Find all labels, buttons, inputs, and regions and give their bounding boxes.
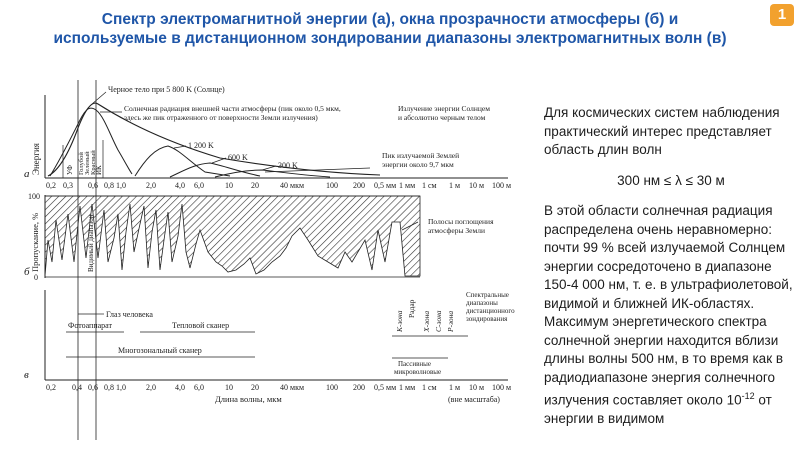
- tick-label: 40 мкм: [280, 383, 305, 392]
- label-earth-peak-2: энергии около 9,7 мкм: [382, 160, 454, 169]
- tick-label: 10: [225, 383, 233, 392]
- energy-axis-label: Энергия: [31, 143, 41, 175]
- tick-label: 6,0: [194, 383, 204, 392]
- tick-label: 4,0: [175, 181, 185, 190]
- tick-label: 10 м: [469, 181, 485, 190]
- thermal-scanner-label: Тепловой сканер: [172, 321, 230, 330]
- tick-label: 1 см: [422, 181, 437, 190]
- tick-label: 2,0: [146, 383, 156, 392]
- tick-label: 200: [353, 181, 365, 190]
- human-eye-label: Глаз человека: [106, 310, 153, 319]
- tick-label: 20: [251, 383, 259, 392]
- out-of-scale-label: (вне масштаба): [448, 395, 500, 404]
- radar-band-radar: Радар: [407, 299, 416, 318]
- panel-label-b: б: [24, 266, 30, 278]
- tick-label: 4,0: [175, 383, 185, 392]
- tick-label: 0,4: [72, 383, 82, 392]
- spectral-note-line: Спектральные: [466, 291, 509, 299]
- tick-label: 2,0: [146, 181, 156, 190]
- multispectral-label: Многозональный сканер: [118, 346, 202, 355]
- tick-label: 0,8: [104, 383, 114, 392]
- band-label-blue: Голубой: [78, 152, 85, 175]
- tick-label: 100 м: [492, 181, 512, 190]
- spectral-note-line: зондирования: [466, 315, 508, 323]
- absorption-label-1: Полосы поглощения: [428, 217, 494, 226]
- tick-label: 10: [225, 181, 233, 190]
- panel-label-c: в: [24, 369, 29, 381]
- title-line-2: используемые в дистанционном зондировании диапазоны электромагнитных волн (в): [53, 30, 727, 47]
- title-line-1: Спектр электромагнитной энергии (а), окна прозрачности атмосферы (б) и: [101, 11, 679, 28]
- spectral-note-line: дистанционного: [466, 307, 515, 315]
- wavelength-axis-label: Длина волны, мкм: [215, 394, 282, 404]
- tick-label: 0,6: [88, 383, 98, 392]
- spectral-note: [466, 291, 515, 323]
- band-label-green: Зеленый: [84, 151, 91, 175]
- tick-label: 40 мкм: [280, 181, 305, 190]
- transmission-tick-0: 0: [34, 273, 38, 282]
- info-paragraph-2-text: В этой области солнечная радиация распределена очень неравномерно: почти 99 % всей излучаемой Солнцем энергии сосредоточено в диапазоне 150-4 000 нм, т. е. в ультрафиолетовой, видимой и ближней ИК-областях. Максимум энергетического спектра солнечной энергии находится вблизи длины волны 500 нм, в то время как в радиодиапазоне энергия солнечного излучения составляет около 10: [544, 203, 793, 408]
- tick-label: 1,0: [116, 181, 126, 190]
- tick-label: 0,2: [46, 181, 56, 190]
- label-sun-bb-1: Излучение энергии Солнцем: [398, 104, 490, 113]
- radar-band-x: Х-зона: [422, 310, 431, 332]
- radar-band-p: Р-зона: [446, 310, 455, 332]
- absorption-label-2: атмосферы Земли: [428, 226, 485, 235]
- label-earth-peak-1: Пик излучаемой Землей: [382, 151, 460, 160]
- leader-1200k: [174, 146, 186, 148]
- wavelength-formula: 300 нм ≤ λ ≤ 30 м: [617, 172, 725, 188]
- leader-black-body: [92, 92, 106, 104]
- tick-label: 0,2: [46, 383, 56, 392]
- band-label-ir: ИК: [95, 165, 103, 175]
- tick-label: 0,8: [104, 181, 114, 190]
- scale-ticks-bottom: [46, 383, 511, 392]
- band-label-uv: УФ: [66, 165, 74, 175]
- exponent: -12: [741, 391, 755, 401]
- camera-label: Фотоаппарат: [68, 321, 113, 330]
- tick-label: 0,5 мм: [374, 383, 397, 392]
- label-solar-outer-2: здесь же пик отраженного от поверхности Земли излучения): [124, 113, 318, 122]
- tick-label: 6,0: [194, 181, 204, 190]
- info-paragraph-1: Для космических систем наблюдения практический интерес представляет область длин волн: [544, 105, 780, 157]
- info-text: [544, 104, 798, 429]
- label-sun-bb-2: и абсолютно черным телом: [398, 113, 486, 122]
- scale-ticks-top: [46, 181, 511, 190]
- band-label-red: Красный: [90, 150, 97, 175]
- tick-label: 1 см: [422, 383, 437, 392]
- info-paragraph-2-end: от энергии в видимом: [544, 392, 772, 426]
- tick-label: 100 м: [492, 383, 512, 392]
- passive-label-2: микроволновые: [394, 368, 442, 376]
- tick-label: 1 мм: [399, 181, 416, 190]
- tick-label: 0,3: [63, 181, 73, 190]
- label-solar-outer-1: Солнечная радиация внешней части атмосферы (пик около 0,5 мкм,: [124, 104, 341, 113]
- label-1200k: 1 200 K: [188, 141, 214, 150]
- label-black-body-sun: Черное тело при 5 800 K (Солнце): [108, 85, 225, 94]
- tick-label: 10 м: [469, 383, 485, 392]
- curve-300k: [215, 170, 330, 177]
- label-300k: 300 K: [278, 161, 298, 170]
- passive-label-1: Пассивные: [398, 360, 431, 368]
- tick-label: 1 м: [449, 383, 461, 392]
- tick-label: 0,6: [88, 181, 98, 190]
- tick-label: 1 мм: [399, 383, 416, 392]
- info-paragraph-2: [544, 202, 798, 429]
- tick-label: 1,0: [116, 383, 126, 392]
- spectral-note-line: диапазоны: [466, 299, 498, 307]
- curve-600k: [170, 163, 260, 177]
- leader-600k: [212, 158, 226, 163]
- tick-label: 0,5 мм: [374, 181, 397, 190]
- absorption-bands: [45, 196, 420, 276]
- transmission-axis-label: Пропускание, %: [30, 212, 40, 272]
- radar-band-c: С-зона: [434, 310, 443, 332]
- visible-range-label: Видимый диапазон: [87, 214, 95, 272]
- tick-label: 200: [353, 383, 365, 392]
- page-badge: 1: [770, 4, 794, 26]
- transmission-tick-100: 100: [28, 192, 40, 201]
- radar-band-k: К-зона: [395, 310, 404, 332]
- tick-label: 100: [326, 383, 338, 392]
- tick-label: 1 м: [449, 181, 461, 190]
- panel-label-a: а: [24, 168, 30, 180]
- tick-label: 100: [326, 181, 338, 190]
- label-600k: 600 K: [228, 153, 248, 162]
- tick-label: 20: [251, 181, 259, 190]
- leader-300k: [262, 166, 276, 170]
